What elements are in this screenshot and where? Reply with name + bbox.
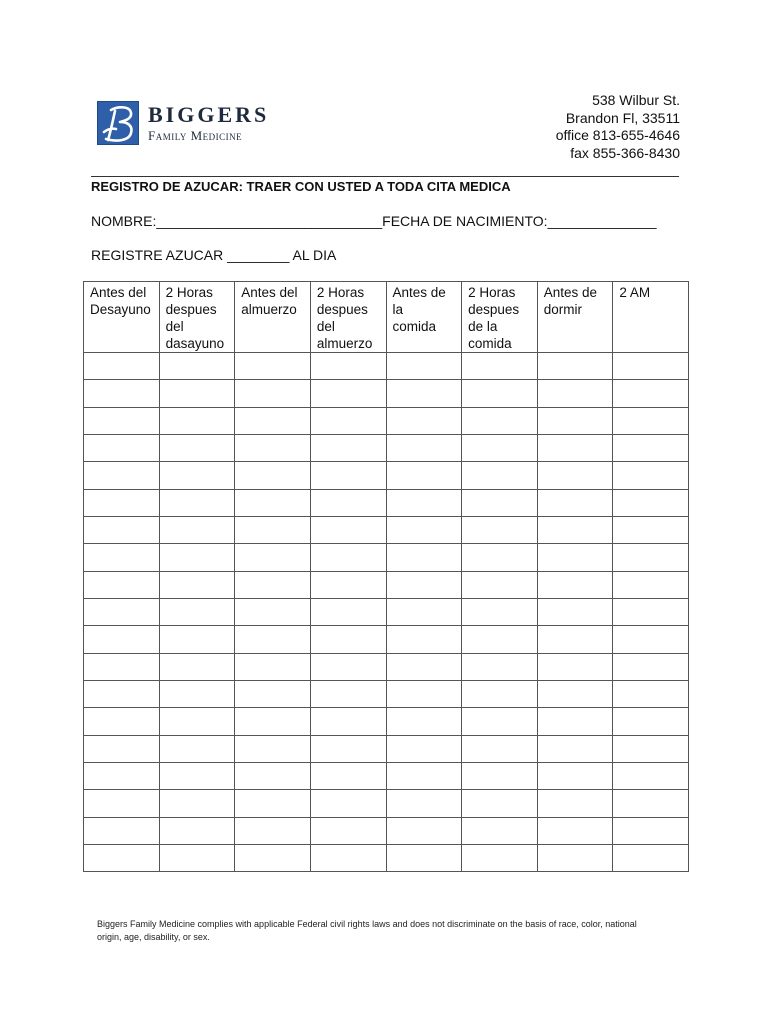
entry-cell[interactable] bbox=[159, 408, 235, 435]
entry-cell[interactable] bbox=[386, 708, 462, 736]
entry-cell[interactable] bbox=[159, 626, 235, 654]
entry-cell[interactable] bbox=[84, 763, 160, 790]
nondiscrimination-notice: Biggers Family Medicine complies with applicable Federal civil rights laws and does not discriminate on the basis of race, color, national origin, age, disability, or sex. bbox=[97, 919, 637, 942]
entry-cell[interactable] bbox=[310, 462, 386, 490]
table-row bbox=[84, 544, 689, 572]
column-header bbox=[613, 282, 689, 353]
column-header-label: Antes de la comida bbox=[392, 285, 446, 334]
table-row bbox=[84, 599, 689, 626]
column-header bbox=[462, 282, 538, 353]
entry-cell[interactable] bbox=[613, 626, 689, 654]
table-row bbox=[84, 435, 689, 462]
entry-cell[interactable] bbox=[386, 790, 462, 818]
entry-cell[interactable] bbox=[613, 654, 689, 681]
entry-cell[interactable] bbox=[462, 845, 538, 872]
entry-cell[interactable] bbox=[537, 599, 613, 626]
entry-cell[interactable] bbox=[462, 654, 538, 681]
entry-cell[interactable] bbox=[386, 490, 462, 517]
entry-cell[interactable] bbox=[310, 654, 386, 681]
entry-cell[interactable] bbox=[310, 380, 386, 408]
table-row bbox=[84, 517, 689, 544]
table-row bbox=[84, 353, 689, 380]
entry-cell[interactable] bbox=[462, 435, 538, 462]
entry-cell[interactable] bbox=[159, 708, 235, 736]
entry-cell[interactable] bbox=[386, 517, 462, 544]
entry-cell[interactable] bbox=[235, 572, 311, 599]
column-header bbox=[386, 282, 462, 353]
entry-cell[interactable] bbox=[84, 599, 160, 626]
table-row bbox=[84, 626, 689, 654]
entry-cell[interactable] bbox=[235, 654, 311, 681]
entry-cell[interactable] bbox=[310, 818, 386, 845]
table-row bbox=[84, 490, 689, 517]
entry-cell[interactable] bbox=[613, 435, 689, 462]
table-row bbox=[84, 845, 689, 872]
entry-cell[interactable] bbox=[537, 353, 613, 380]
entry-cell[interactable] bbox=[310, 626, 386, 654]
table-row bbox=[84, 462, 689, 490]
entry-cell[interactable] bbox=[84, 681, 160, 708]
entry-cell[interactable] bbox=[159, 763, 235, 790]
entry-cell[interactable] bbox=[462, 681, 538, 708]
entry-cell[interactable] bbox=[235, 599, 311, 626]
entry-cell[interactable] bbox=[462, 408, 538, 435]
entry-cell[interactable] bbox=[84, 408, 160, 435]
entry-cell[interactable] bbox=[537, 572, 613, 599]
form-heading: REGISTRO DE AZUCAR: TRAER CON USTED A TODA CITA MEDICA bbox=[91, 179, 511, 194]
table-row bbox=[84, 790, 689, 818]
entry-cell[interactable] bbox=[235, 763, 311, 790]
entry-cell[interactable] bbox=[537, 845, 613, 872]
entry-cell[interactable] bbox=[613, 790, 689, 818]
entry-cell[interactable] bbox=[537, 435, 613, 462]
entry-cell[interactable] bbox=[235, 408, 311, 435]
entry-cell[interactable] bbox=[462, 353, 538, 380]
entry-cell[interactable] bbox=[462, 708, 538, 736]
entry-cell[interactable] bbox=[159, 490, 235, 517]
entry-cell[interactable] bbox=[386, 435, 462, 462]
entry-cell[interactable] bbox=[613, 544, 689, 572]
entry-cell[interactable] bbox=[84, 517, 160, 544]
entry-cell[interactable] bbox=[159, 599, 235, 626]
entry-cell[interactable] bbox=[462, 736, 538, 763]
entry-cell[interactable] bbox=[310, 572, 386, 599]
column-header bbox=[235, 282, 311, 353]
entry-cell[interactable] bbox=[613, 681, 689, 708]
column-header-label: 2 Horas despues del dasayuno bbox=[165, 285, 225, 351]
entry-cell[interactable] bbox=[310, 408, 386, 435]
entry-cell[interactable] bbox=[84, 736, 160, 763]
entry-cell[interactable] bbox=[386, 626, 462, 654]
entry-cell[interactable] bbox=[310, 544, 386, 572]
entry-cell[interactable] bbox=[462, 490, 538, 517]
column-header bbox=[84, 282, 160, 353]
entry-cell[interactable] bbox=[84, 462, 160, 490]
entry-cell[interactable] bbox=[613, 353, 689, 380]
entry-cell[interactable] bbox=[159, 572, 235, 599]
entry-cell[interactable] bbox=[386, 380, 462, 408]
clinic-logo bbox=[97, 101, 287, 147]
entry-cell[interactable] bbox=[84, 353, 160, 380]
entry-cell[interactable] bbox=[462, 763, 538, 790]
entry-cell[interactable] bbox=[84, 790, 160, 818]
entry-cell[interactable] bbox=[84, 544, 160, 572]
entry-cell[interactable] bbox=[235, 736, 311, 763]
entry-cell[interactable] bbox=[84, 490, 160, 517]
entry-cell[interactable] bbox=[84, 708, 160, 736]
logo-b-icon bbox=[97, 101, 139, 145]
entry-cell[interactable] bbox=[159, 353, 235, 380]
table-row bbox=[84, 408, 689, 435]
entry-cell[interactable] bbox=[613, 736, 689, 763]
entry-cell[interactable] bbox=[537, 517, 613, 544]
entry-cell[interactable] bbox=[613, 818, 689, 845]
entry-cell[interactable] bbox=[537, 490, 613, 517]
entry-cell[interactable] bbox=[310, 353, 386, 380]
entry-cell[interactable] bbox=[235, 681, 311, 708]
name-birthdate-line[interactable]: NOMBRE:_____________________________FECHA DE NACIMIENTO:______________ bbox=[91, 213, 657, 229]
glucose-log-table bbox=[83, 281, 689, 872]
entry-cell[interactable] bbox=[462, 818, 538, 845]
entry-cell[interactable] bbox=[386, 408, 462, 435]
entry-cell[interactable] bbox=[84, 380, 160, 408]
column-header bbox=[537, 282, 613, 353]
entry-cell[interactable] bbox=[613, 845, 689, 872]
column-header-label: Antes de dormir bbox=[543, 285, 598, 317]
column-header-label: 2 AM bbox=[619, 285, 651, 300]
entry-cell[interactable] bbox=[159, 654, 235, 681]
entry-cell[interactable] bbox=[386, 599, 462, 626]
entry-cell[interactable] bbox=[310, 490, 386, 517]
entry-cell[interactable] bbox=[235, 544, 311, 572]
entry-cell[interactable] bbox=[235, 435, 311, 462]
logo-name: BIGGERS bbox=[148, 102, 270, 127]
entry-cell[interactable] bbox=[159, 435, 235, 462]
table-header-row bbox=[84, 282, 689, 353]
entry-cell[interactable] bbox=[613, 517, 689, 544]
column-header-label: Antes del Desayuno bbox=[90, 285, 151, 317]
entry-cell[interactable] bbox=[386, 353, 462, 380]
entry-cell[interactable] bbox=[613, 763, 689, 790]
entry-cell[interactable] bbox=[310, 736, 386, 763]
entry-cell[interactable] bbox=[235, 380, 311, 408]
entry-cell[interactable] bbox=[613, 572, 689, 599]
entry-cell[interactable] bbox=[462, 599, 538, 626]
entry-cell[interactable] bbox=[537, 626, 613, 654]
entry-cell[interactable] bbox=[386, 462, 462, 490]
entry-cell[interactable] bbox=[235, 790, 311, 818]
entry-cell[interactable] bbox=[235, 708, 311, 736]
table-row bbox=[84, 681, 689, 708]
column-header bbox=[310, 282, 386, 353]
entry-cell[interactable] bbox=[159, 462, 235, 490]
entry-cell[interactable] bbox=[537, 818, 613, 845]
entry-cell[interactable] bbox=[537, 654, 613, 681]
column-header-label: 2 Horas despues del almuerzo bbox=[316, 285, 373, 351]
entry-cell[interactable] bbox=[462, 517, 538, 544]
entry-cell[interactable] bbox=[386, 572, 462, 599]
entry-cell[interactable] bbox=[310, 763, 386, 790]
column-header-label: Antes del almuerzo bbox=[241, 285, 298, 317]
entry-cell[interactable] bbox=[386, 736, 462, 763]
column-header bbox=[159, 282, 235, 353]
entry-cell[interactable] bbox=[462, 380, 538, 408]
table-body bbox=[84, 353, 689, 872]
entry-cell[interactable] bbox=[159, 818, 235, 845]
table-row bbox=[84, 380, 689, 408]
entry-cell[interactable] bbox=[310, 435, 386, 462]
address-city: Brandon Fl, 33511 bbox=[565, 109, 680, 126]
entry-cell[interactable] bbox=[537, 736, 613, 763]
heading-divider bbox=[91, 176, 679, 177]
registre-azucar-line[interactable]: REGISTRE AZUCAR ________ AL DIA bbox=[91, 247, 337, 263]
column-header-label: 2 Horas despues de la comida bbox=[468, 285, 520, 351]
entry-cell[interactable] bbox=[537, 708, 613, 736]
entry-cell[interactable] bbox=[159, 790, 235, 818]
entry-cell[interactable] bbox=[462, 572, 538, 599]
entry-cell[interactable] bbox=[310, 845, 386, 872]
entry-cell[interactable] bbox=[613, 462, 689, 490]
entry-cell[interactable] bbox=[386, 845, 462, 872]
entry-cell[interactable] bbox=[84, 572, 160, 599]
entry-cell[interactable] bbox=[310, 681, 386, 708]
entry-cell[interactable] bbox=[613, 708, 689, 736]
entry-cell[interactable] bbox=[235, 626, 311, 654]
entry-cell[interactable] bbox=[386, 763, 462, 790]
entry-cell[interactable] bbox=[235, 845, 311, 872]
entry-cell[interactable] bbox=[235, 353, 311, 380]
entry-cell[interactable] bbox=[386, 654, 462, 681]
logo-subtitle: Family Medicine bbox=[148, 128, 243, 143]
entry-cell[interactable] bbox=[84, 654, 160, 681]
entry-cell[interactable] bbox=[235, 517, 311, 544]
entry-cell[interactable] bbox=[537, 790, 613, 818]
table-row bbox=[84, 818, 689, 845]
entry-cell[interactable] bbox=[84, 845, 160, 872]
entry-cell[interactable] bbox=[159, 380, 235, 408]
entry-cell[interactable] bbox=[84, 818, 160, 845]
entry-cell[interactable] bbox=[462, 462, 538, 490]
entry-cell[interactable] bbox=[386, 818, 462, 845]
entry-cell[interactable] bbox=[537, 544, 613, 572]
entry-cell[interactable] bbox=[613, 408, 689, 435]
entry-cell[interactable] bbox=[462, 544, 538, 572]
entry-cell[interactable] bbox=[235, 818, 311, 845]
table-row bbox=[84, 572, 689, 599]
entry-cell[interactable] bbox=[613, 380, 689, 408]
entry-cell[interactable] bbox=[159, 681, 235, 708]
entry-cell[interactable] bbox=[235, 490, 311, 517]
entry-cell[interactable] bbox=[462, 626, 538, 654]
entry-cell[interactable] bbox=[386, 544, 462, 572]
entry-cell[interactable] bbox=[310, 599, 386, 626]
table-row bbox=[84, 763, 689, 790]
entry-cell[interactable] bbox=[537, 763, 613, 790]
address-fax: fax 855-366-8430 bbox=[570, 144, 680, 161]
entry-cell[interactable] bbox=[310, 790, 386, 818]
entry-cell[interactable] bbox=[310, 708, 386, 736]
entry-cell[interactable] bbox=[310, 517, 386, 544]
logo-b-glyph bbox=[98, 102, 140, 146]
entry-cell[interactable] bbox=[159, 517, 235, 544]
address-street: 538 Wilbur St. bbox=[592, 92, 680, 108]
entry-cell[interactable] bbox=[84, 626, 160, 654]
clinic-address bbox=[556, 92, 680, 162]
entry-cell[interactable] bbox=[235, 462, 311, 490]
entry-cell[interactable] bbox=[537, 462, 613, 490]
table-row bbox=[84, 708, 689, 736]
table-row bbox=[84, 654, 689, 681]
entry-cell[interactable] bbox=[613, 490, 689, 517]
entry-cell[interactable] bbox=[159, 845, 235, 872]
entry-cell[interactable] bbox=[386, 681, 462, 708]
entry-cell[interactable] bbox=[159, 544, 235, 572]
entry-cell[interactable] bbox=[537, 380, 613, 408]
address-office-phone: office 813-655-4646 bbox=[555, 127, 680, 143]
entry-cell[interactable] bbox=[159, 736, 235, 763]
entry-cell[interactable] bbox=[613, 599, 689, 626]
entry-cell[interactable] bbox=[537, 408, 613, 435]
entry-cell[interactable] bbox=[84, 435, 160, 462]
entry-cell[interactable] bbox=[462, 790, 538, 818]
table-row bbox=[84, 736, 689, 763]
entry-cell[interactable] bbox=[537, 681, 613, 708]
